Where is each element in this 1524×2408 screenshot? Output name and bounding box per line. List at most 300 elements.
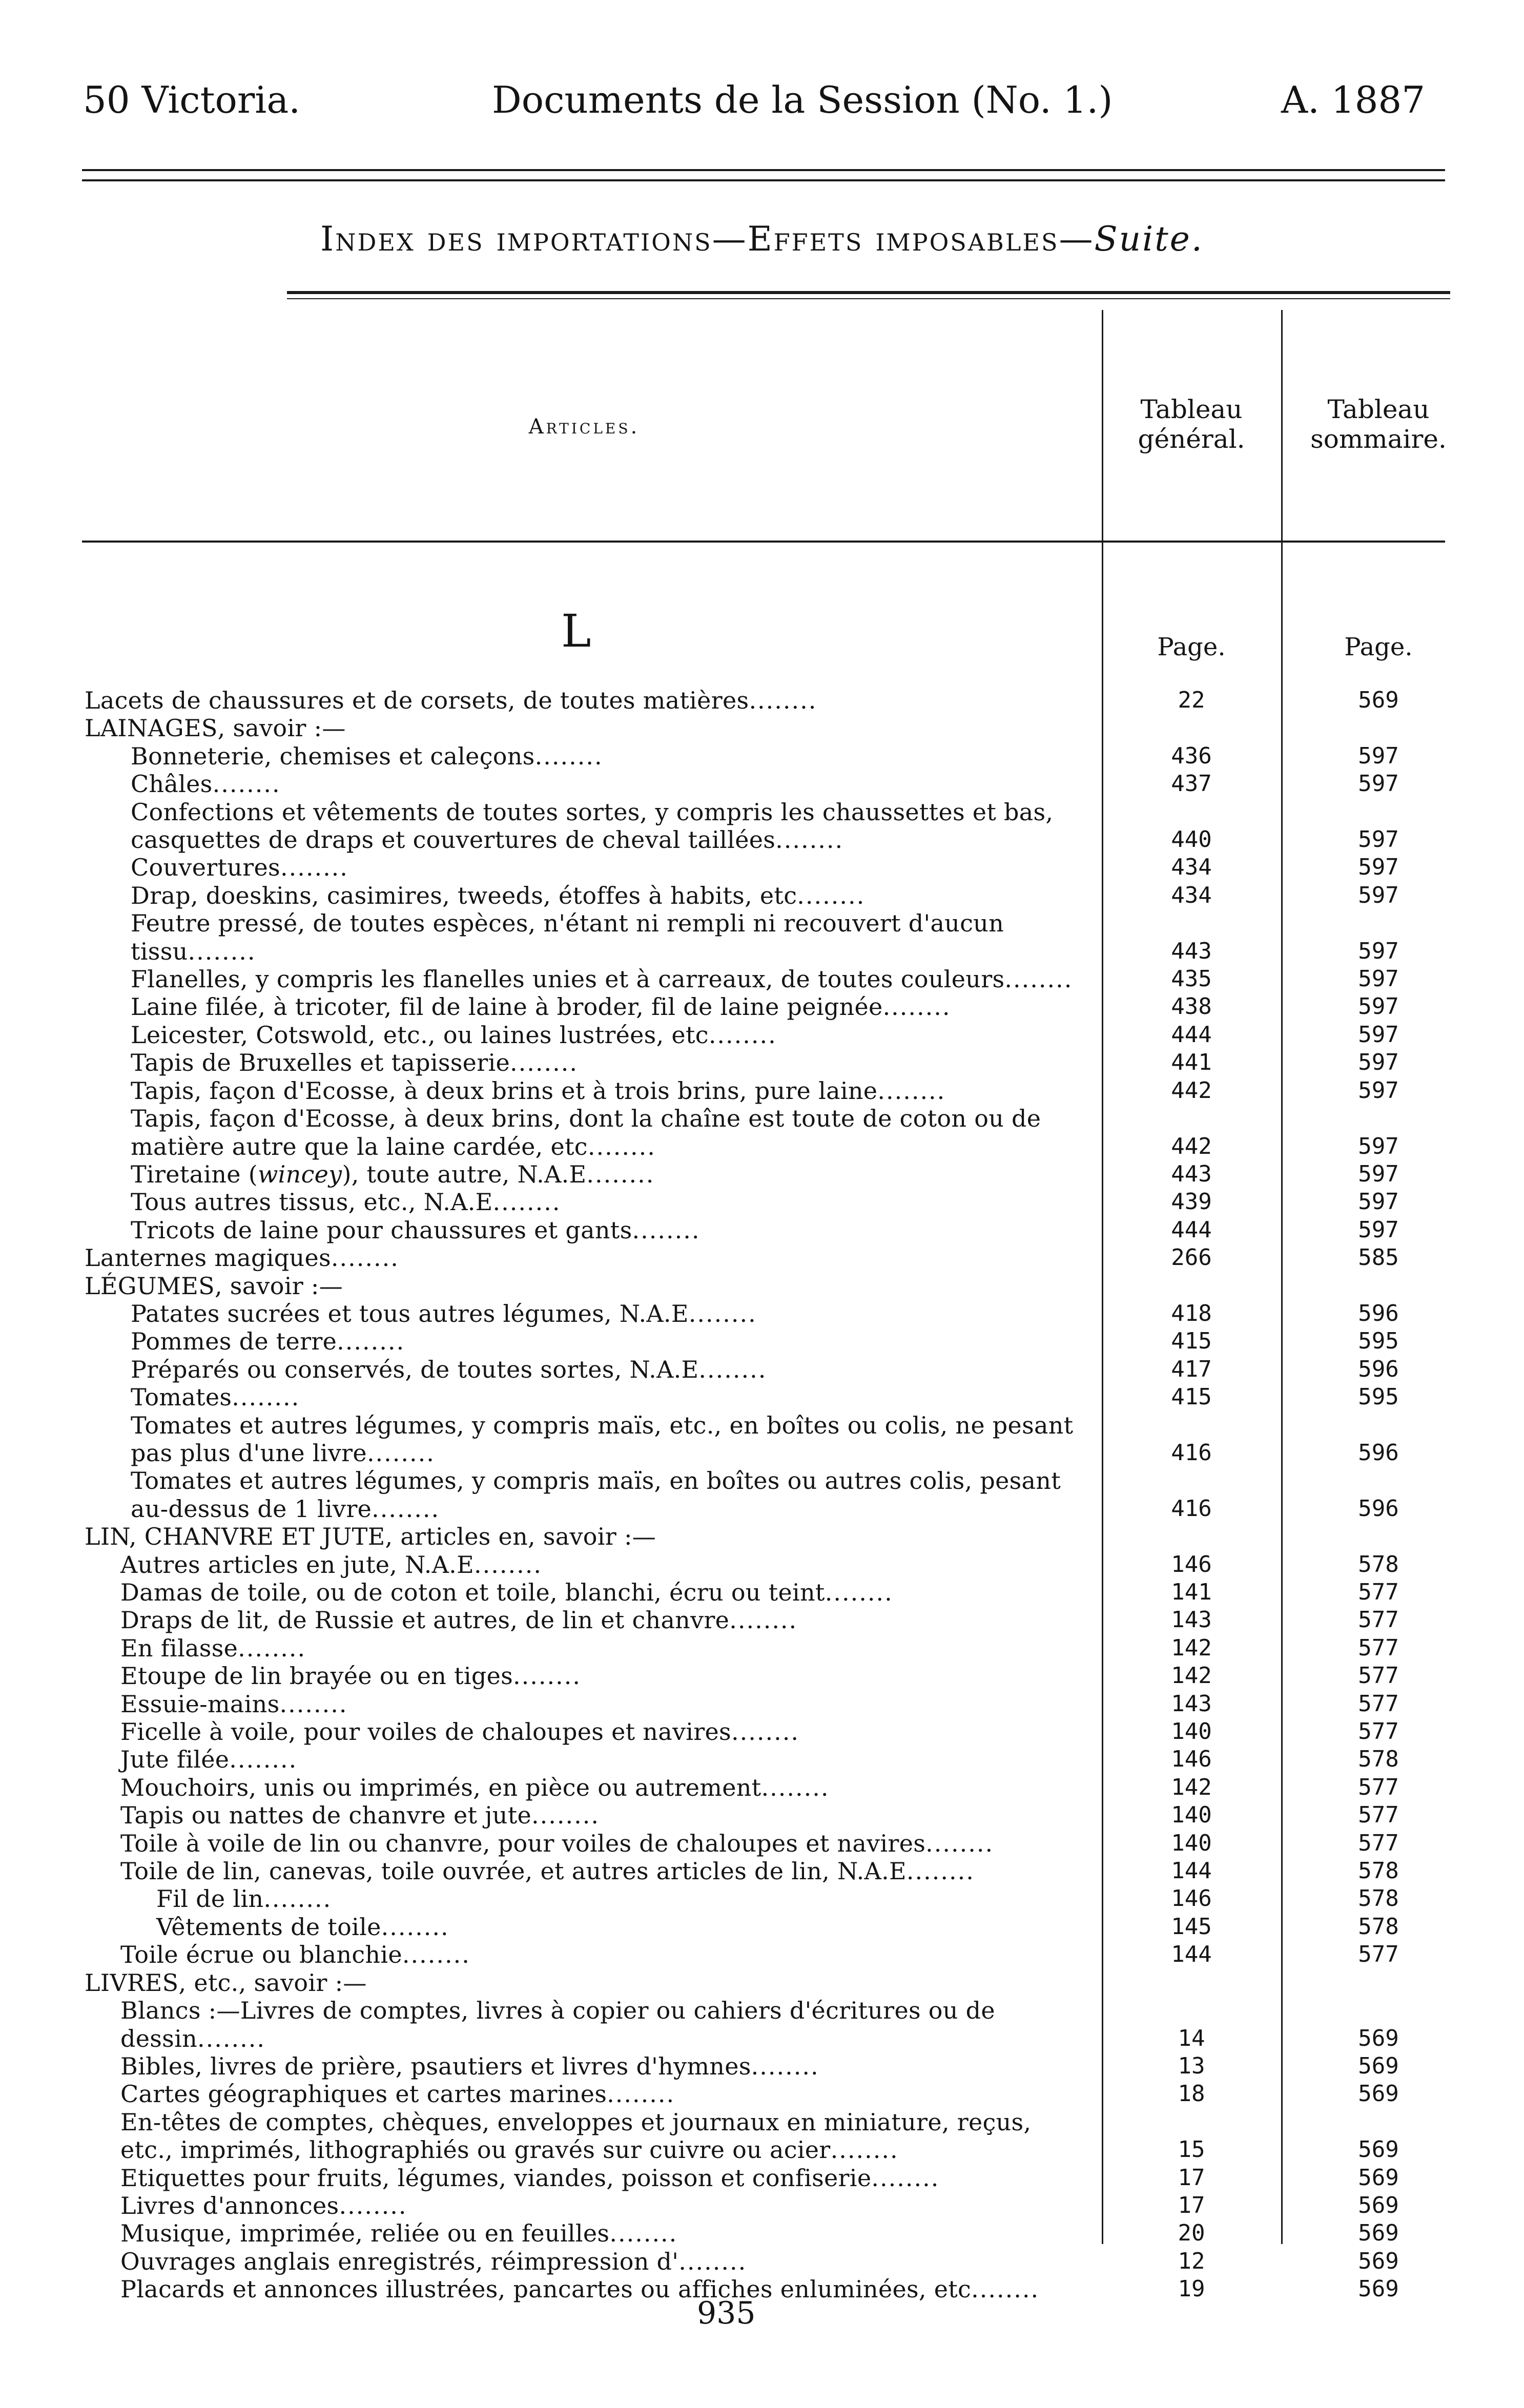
article-cell	[85, 1718, 1086, 1746]
page-sommaire: 595	[1358, 1328, 1399, 1355]
leader-dots: ........	[698, 1355, 767, 1383]
article-cell	[85, 742, 1086, 770]
article-cell	[85, 1801, 1086, 1829]
leader-dots: ........	[871, 2164, 940, 2192]
page-header-sommaire: Page.	[1344, 633, 1413, 661]
page-sommaire: 569	[1358, 2025, 1399, 2051]
page-general: 142	[1171, 1663, 1212, 1689]
page-sommaire: 569	[1358, 2276, 1399, 2302]
page-general: 416	[1171, 1495, 1212, 1522]
index-row	[0, 882, 1524, 909]
article-text: Laine filée, à tricoter, fil de laine à broder, fil de laine peignée	[131, 993, 883, 1021]
article-text: Lacets de chaussures et de corsets, de toutes matières	[85, 687, 749, 714]
category-heading: LAINAGES	[85, 714, 218, 742]
index-row	[0, 1830, 1524, 1857]
page-sommaire: 597	[1358, 1189, 1399, 1215]
section-letter: L	[561, 605, 591, 657]
page-general: 12	[1178, 2248, 1205, 2274]
page-general: 415	[1171, 1328, 1212, 1355]
page-general: 442	[1171, 1133, 1212, 1159]
leader-dots: ........	[238, 1634, 306, 1662]
page-sommaire: 597	[1358, 771, 1399, 797]
article-cell	[85, 882, 1086, 909]
article-cell	[85, 1021, 1086, 1049]
index-row	[0, 1021, 1524, 1049]
page-sommaire: 597	[1358, 882, 1399, 908]
leader-dots: ........	[751, 2052, 819, 2080]
article-text: Pommes de terre	[131, 1327, 337, 1356]
index-row	[0, 714, 1524, 742]
page-general: 142	[1171, 1634, 1212, 1661]
article-text: Lanternes magiques	[85, 1244, 331, 1272]
leader-dots: ........	[229, 1746, 298, 1774]
page-sommaire: 578	[1358, 1885, 1399, 1912]
page-general: 143	[1171, 1690, 1212, 1717]
leader-dots: ........	[279, 1690, 348, 1718]
page-general: 417	[1171, 1356, 1212, 1382]
article-text: Tapis, façon d'Ecosse, à deux brins, dont la chaîne est toute de coton ou de matière autre que la laine cardée, etc	[131, 1105, 1041, 1160]
article-cell	[85, 965, 1086, 993]
leader-dots: ........	[825, 1579, 893, 1606]
leader-dots: ........	[632, 1216, 701, 1244]
page-sommaire: 597	[1358, 1021, 1399, 1048]
article-cell	[85, 2108, 1086, 2164]
page-general: 434	[1171, 882, 1212, 908]
page-general: 143	[1171, 1607, 1212, 1633]
page-general: 146	[1171, 1885, 1212, 1912]
article-text: Fil de lin	[156, 1885, 264, 1913]
page-general: 146	[1171, 1551, 1212, 1577]
article-cell	[85, 1160, 1086, 1188]
index-row	[0, 1997, 1524, 2052]
article-text: Drap, doeskins, casimires, tweeds, étoffes à habits, etc	[131, 881, 797, 909]
index-row	[0, 1746, 1524, 1773]
index-row	[0, 2164, 1524, 2192]
article-cell	[85, 2219, 1086, 2247]
index-row	[0, 1356, 1524, 1383]
leader-dots: ........	[510, 1049, 579, 1077]
title-suite: Suite.	[1094, 219, 1204, 259]
leader-dots: ........	[749, 687, 817, 714]
leader-dots: ........	[761, 1773, 830, 1801]
page-sommaire: 596	[1358, 1495, 1399, 1522]
article-text: Châles	[131, 770, 213, 798]
index-row	[0, 2080, 1524, 2108]
article-text: , etc., savoir :—	[178, 1968, 367, 1997]
page-sommaire: 597	[1358, 1077, 1399, 1104]
leader-dots: ........	[609, 2219, 678, 2248]
page-general: 18	[1178, 2081, 1205, 2107]
index-row	[0, 1523, 1524, 1550]
leader-dots: ........	[339, 2191, 407, 2219]
article-cell	[85, 1244, 1086, 1272]
page-general: 144	[1171, 1941, 1212, 1968]
column-header-tableau-general: Tableau général.	[1138, 395, 1245, 454]
category-heading: LIVRES	[85, 1968, 179, 1997]
page-general: 443	[1171, 1160, 1212, 1187]
title-main: Index des importations—Effets imposables—	[320, 219, 1095, 259]
article-text: Flanelles, y compris les flanelles unies et à carreaux, de toutes couleurs	[131, 965, 1005, 993]
article-cell	[85, 2080, 1086, 2108]
index-row	[0, 2248, 1524, 2275]
article-text: Livres d'annonces	[120, 2191, 339, 2219]
article-cell	[85, 1746, 1086, 1773]
column-header-articles: Articles.	[528, 415, 640, 439]
page-sommaire: 578	[1358, 1858, 1399, 1884]
article-cell	[85, 2275, 1086, 2303]
page-sommaire: 597	[1358, 1160, 1399, 1187]
page-sommaire: 597	[1358, 1216, 1399, 1243]
article-text: Tricots de laine pour chaussures et gants	[131, 1216, 632, 1244]
category-heading: LÉGUMES	[85, 1272, 215, 1300]
running-header-left: 50 Victoria.	[83, 78, 301, 121]
index-row	[0, 1718, 1524, 1746]
page-general: 20	[1178, 2220, 1205, 2247]
article-cell	[85, 1579, 1086, 1606]
page-sommaire: 569	[1358, 2164, 1399, 2191]
page-general: 444	[1171, 1021, 1212, 1048]
index-row	[0, 1913, 1524, 1941]
article-cell	[85, 1913, 1086, 1941]
index-row	[0, 1774, 1524, 1801]
leader-dots: ........	[971, 2275, 1040, 2303]
index-title	[0, 219, 1524, 259]
article-cell	[85, 1105, 1086, 1160]
index-row	[0, 770, 1524, 798]
page-general: 140	[1171, 1718, 1212, 1745]
page-sommaire: 577	[1358, 1718, 1399, 1745]
page-sommaire: 578	[1358, 1551, 1399, 1577]
page-sommaire: 578	[1358, 1913, 1399, 1940]
article-text: Toile de lin, canevas, toile ouvrée, et autres articles de lin, N.A.E	[120, 1857, 907, 1885]
article-cell	[85, 2248, 1086, 2275]
leader-dots: ........	[531, 1801, 600, 1830]
leader-dots: ........	[197, 2024, 266, 2052]
index-row	[0, 1188, 1524, 1216]
article-cell	[85, 2192, 1086, 2219]
article-text: Feutre pressé, de toutes espèces, n'étant ni rempli ni recouvert d'aucun tissu	[131, 909, 1004, 965]
header-double-rule	[82, 169, 1445, 171]
article-text: Jute filée	[120, 1746, 230, 1774]
index-row	[0, 1801, 1524, 1829]
article-cell	[85, 1634, 1086, 1662]
article-text: Tapis, façon d'Ecosse, à deux brins et à trois brins, pure laine	[131, 1076, 878, 1105]
article-cell	[85, 1216, 1086, 1244]
page-general: 415	[1171, 1384, 1212, 1410]
page-general: 17	[1178, 2192, 1205, 2218]
page-general: 22	[1178, 687, 1205, 713]
leader-dots: ........	[473, 1550, 542, 1579]
leader-dots: ........	[877, 1076, 946, 1105]
index-row	[0, 687, 1524, 714]
article-cell	[85, 993, 1086, 1021]
index-row	[0, 1467, 1524, 1523]
page-sommaire: 577	[1358, 1607, 1399, 1633]
article-text: Toile écrue ou blanchie	[120, 1941, 402, 1969]
leader-dots: ........	[587, 1132, 656, 1160]
index-row	[0, 854, 1524, 881]
index-row	[0, 965, 1524, 993]
index-row	[0, 1857, 1524, 1885]
article-cell	[85, 854, 1086, 881]
page-sommaire: 597	[1358, 1133, 1399, 1159]
leader-dots: ........	[678, 2247, 747, 2275]
article-text: En filasse	[120, 1634, 238, 1662]
page-sommaire: 596	[1358, 1439, 1399, 1466]
leader-dots: ........	[729, 1606, 798, 1634]
leader-dots: ........	[534, 742, 603, 770]
leader-dots: ........	[513, 1662, 582, 1690]
column-header-rule	[82, 541, 1445, 543]
article-text: Tapis ou nattes de chanvre et jute	[120, 1801, 532, 1830]
article-cell	[85, 714, 1086, 742]
article-text: Autres articles en jute, N.A.E	[120, 1550, 474, 1579]
article-text: En-têtes de comptes, chèques, enveloppes et journaux en miniature, reçus, etc., imprimés, lithographiés ou gravés sur cuivre ou acier	[120, 2108, 1032, 2164]
index-row	[0, 1969, 1524, 1997]
leader-dots: ........	[372, 1494, 440, 1523]
leader-dots: ........	[688, 1299, 757, 1327]
leader-dots: ........	[1004, 965, 1073, 993]
page-general: 15	[1178, 2136, 1205, 2163]
article-text: , savoir :—	[214, 1272, 343, 1300]
page-sommaire: 569	[1358, 2248, 1399, 2274]
index-row	[0, 1383, 1524, 1411]
header-double-rule	[82, 179, 1445, 181]
article-text: Vêtements de toile	[156, 1913, 381, 1941]
page-sommaire: 577	[1358, 1802, 1399, 1829]
page-general: 442	[1171, 1077, 1212, 1104]
index-row	[0, 1160, 1524, 1188]
page-sommaire: 597	[1358, 938, 1399, 964]
page-general: 145	[1171, 1913, 1212, 1940]
article-text: Toile à voile de lin ou chanvre, pour voiles de chaloupes et navires	[120, 1829, 926, 1857]
page-general: 435	[1171, 966, 1212, 992]
article-text: Tomates	[131, 1383, 232, 1411]
page-sommaire: 597	[1358, 993, 1399, 1020]
leader-dots: ........	[212, 770, 281, 798]
page-general: 140	[1171, 1830, 1212, 1856]
page-sommaire: 569	[1358, 687, 1399, 713]
article-text: Essuie-mains	[120, 1690, 280, 1718]
leader-dots: ........	[797, 881, 866, 909]
page-general: 14	[1178, 2025, 1205, 2051]
italic-term: wincey	[257, 1160, 342, 1188]
page-sommaire: 577	[1358, 1774, 1399, 1800]
article-text: Blancs :—Livres de comptes, livres à copier ou cahiers d'écritures ou de dessin	[120, 1997, 995, 2052]
index-row	[0, 993, 1524, 1021]
page-general: 140	[1171, 1802, 1212, 1829]
article-cell	[85, 1383, 1086, 1411]
index-row	[0, 1272, 1524, 1300]
leader-dots: ........	[492, 1188, 561, 1216]
index-row	[0, 1411, 1524, 1467]
article-text: Préparés ou conservés, de toutes sortes, N.A.E	[131, 1355, 699, 1383]
article-cell	[85, 798, 1086, 854]
index-row	[0, 742, 1524, 770]
index-row	[0, 909, 1524, 965]
page-general: 444	[1171, 1216, 1212, 1243]
article-cell	[85, 770, 1086, 798]
article-cell	[85, 1830, 1086, 1857]
page-general: 17	[1178, 2164, 1205, 2191]
index-row	[0, 1300, 1524, 1327]
article-cell	[85, 909, 1086, 965]
article-cell	[85, 1606, 1086, 1634]
article-cell	[85, 1774, 1086, 1801]
leader-dots: ........	[381, 1913, 449, 1941]
page-general: 440	[1171, 826, 1212, 853]
article-cell	[85, 1885, 1086, 1913]
page-sommaire: 597	[1358, 742, 1399, 769]
index-row	[0, 1327, 1524, 1355]
index-row	[0, 2108, 1524, 2164]
leader-dots: ........	[906, 1857, 975, 1885]
leader-dots: ........	[331, 1244, 399, 1272]
article-cell	[85, 1356, 1086, 1383]
article-text: Mouchoirs, unis ou imprimés, en pièce ou autrement	[120, 1773, 761, 1801]
article-cell	[85, 1077, 1086, 1105]
index-row	[0, 2192, 1524, 2219]
page-sommaire: 569	[1358, 2081, 1399, 2107]
article-text: Tomates et autres légumes, y compris maïs, etc., en boîtes ou colis, ne pesant pas plus d'une livre	[131, 1411, 1074, 1467]
page-sommaire: 595	[1358, 1384, 1399, 1410]
article-text: , savoir :—	[217, 714, 346, 742]
article-text: Cartes géographiques et cartes marines	[120, 2080, 607, 2108]
page-sommaire: 569	[1358, 2192, 1399, 2218]
index-row	[0, 1105, 1524, 1160]
article-text: Tapis de Bruxelles et tapisserie	[131, 1049, 510, 1077]
article-text: Leicester, Cotswold, etc., ou laines lustrées, etc	[131, 1021, 709, 1049]
page-general: 416	[1171, 1439, 1212, 1466]
page-sommaire: 577	[1358, 1941, 1399, 1968]
page-general: 418	[1171, 1300, 1212, 1326]
index-row	[0, 1662, 1524, 1690]
index-row	[0, 1244, 1524, 1272]
leader-dots: ........	[731, 1718, 799, 1746]
article-cell	[85, 1467, 1086, 1523]
page-sommaire: 597	[1358, 966, 1399, 992]
index-row	[0, 1885, 1524, 1913]
leader-dots: ........	[263, 1885, 332, 1913]
leader-dots: ........	[232, 1383, 300, 1411]
article-cell	[85, 1969, 1086, 1997]
index-row	[0, 1551, 1524, 1579]
leader-dots: ........	[366, 1439, 435, 1467]
article-cell	[85, 1411, 1086, 1467]
leader-dots: ........	[882, 993, 951, 1021]
page-general: 142	[1171, 1774, 1212, 1800]
article-cell	[85, 1662, 1086, 1690]
index-row	[0, 2219, 1524, 2247]
leader-dots: ........	[925, 1829, 994, 1857]
leader-dots: ........	[775, 826, 844, 854]
index-row	[0, 2052, 1524, 2080]
page-sommaire: 577	[1358, 1579, 1399, 1605]
article-cell	[85, 1690, 1086, 1718]
article-text: Patates sucrées et tous autres légumes, N.A.E	[131, 1299, 689, 1327]
article-text: Placards et annonces illustrées, pancartes ou affiches enluminées, etc	[120, 2275, 972, 2303]
page-general: 434	[1171, 854, 1212, 881]
index-row	[0, 798, 1524, 854]
page-sommaire: 569	[1358, 2052, 1399, 2079]
index-row	[0, 1634, 1524, 1662]
page-general: 441	[1171, 1049, 1212, 1076]
article-cell	[85, 1300, 1086, 1327]
index-entries	[0, 687, 1524, 2303]
page-general: 144	[1171, 1858, 1212, 1884]
page-sommaire: 577	[1358, 1830, 1399, 1856]
page-sommaire: 577	[1358, 1634, 1399, 1661]
category-heading: LIN, CHANVRE ET JUTE	[85, 1523, 385, 1551]
page-sommaire: 569	[1358, 2220, 1399, 2247]
running-header-right: A. 1887	[1281, 78, 1426, 121]
page-number: 935	[697, 2295, 756, 2331]
page-sommaire: 596	[1358, 1300, 1399, 1326]
leader-dots: ........	[607, 2080, 675, 2108]
article-text: Bibles, livres de prière, psautiers et livres d'hymnes	[120, 2052, 751, 2080]
page-general: 436	[1171, 742, 1212, 769]
page-general: 146	[1171, 1746, 1212, 1773]
article-text: Musique, imprimée, reliée ou en feuilles	[120, 2219, 610, 2248]
index-row	[0, 1077, 1524, 1105]
index-row	[0, 1579, 1524, 1606]
article-cell	[85, 1997, 1086, 2052]
column-header-tableau-sommaire: Tableau sommaire.	[1310, 395, 1447, 454]
article-cell	[85, 1272, 1086, 1300]
page-general: 443	[1171, 938, 1212, 964]
page-sommaire: 597	[1358, 1049, 1399, 1076]
page-sommaire: 577	[1358, 1663, 1399, 1689]
page-general: 438	[1171, 993, 1212, 1020]
article-text: Couvertures	[131, 854, 280, 882]
article-text: Draps de lit, de Russie et autres, de lin et chanvre	[120, 1606, 730, 1634]
article-cell	[85, 2052, 1086, 2080]
index-row	[0, 1216, 1524, 1244]
title-rule	[287, 291, 1450, 294]
page-general: 19	[1178, 2276, 1205, 2302]
leader-dots: ........	[830, 2136, 899, 2164]
article-text: , articles en, savoir :—	[385, 1523, 656, 1551]
leader-dots: ........	[188, 937, 256, 965]
article-cell	[85, 1941, 1086, 1968]
page-sommaire: 577	[1358, 1690, 1399, 1717]
leader-dots: ........	[402, 1941, 470, 1969]
page-sommaire: 585	[1358, 1244, 1399, 1271]
index-row	[0, 1690, 1524, 1718]
index-row	[0, 1606, 1524, 1634]
article-text: Bonneterie, chemises et caleçons	[131, 742, 535, 770]
article-text: Confections et vêtements de toutes sortes, y compris les chaussettes et bas, casquettes de draps et couvertures de cheval taillées	[131, 798, 1054, 854]
article-cell	[85, 1523, 1086, 1550]
article-text: Etiquettes pour fruits, légumes, viandes, poisson et confiserie	[120, 2164, 872, 2192]
article-cell	[85, 1049, 1086, 1076]
page-general: 266	[1171, 1244, 1212, 1271]
index-row	[0, 1941, 1524, 1968]
page-header-general: Page.	[1157, 633, 1226, 661]
leader-dots: ........	[280, 854, 348, 882]
article-text: Ficelle à voile, pour voiles de chaloupes et navires	[120, 1718, 731, 1746]
article-cell	[85, 687, 1086, 714]
index-row	[0, 2275, 1524, 2303]
page-sommaire: 569	[1358, 2136, 1399, 2163]
page-general: 439	[1171, 1189, 1212, 1215]
leader-dots: ........	[708, 1021, 777, 1049]
article-text: Ouvrages anglais enregistrés, réimpression d'	[120, 2247, 679, 2275]
article-cell	[85, 1188, 1086, 1216]
page-sommaire: 596	[1358, 1356, 1399, 1382]
article-cell	[85, 1327, 1086, 1355]
article-text: Tiretaine (wincey), toute autre, N.A.E	[131, 1160, 587, 1188]
